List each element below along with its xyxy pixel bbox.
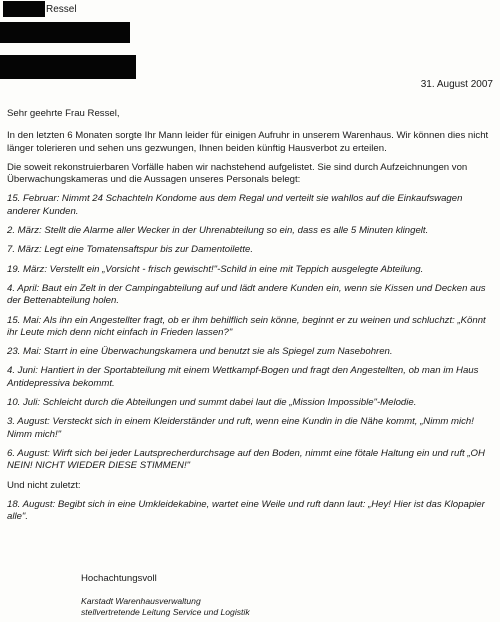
- incident-item: 23. Mai: Starrt in eine Überwachungskamera und benutzt sie als Spiegel zum Nasebohren.: [7, 346, 393, 358]
- company-department: stellvertretende Leitung Service und Logistik: [81, 607, 250, 617]
- incident-item: 18. August: Begibt sich in eine Umkleidekabine, wartet eine Weile und ruft dann laut: „Hey! Hier ist das Klopapier alle".: [7, 498, 485, 523]
- incident-item: 15. Mai: Als ihn ein Angestellter fragt, ob er ihm behilflich sein könne, beginnt er zu weinen und schluchzt: „Könnt ihr Leute mich denn nicht einfach in Frieden lassen?": [7, 314, 486, 338]
- incident-item: 4. Juni: Hantiert in der Sportabteilung mit einem Wettkampf-Bogen und fragt den Angestellten, ob man im Haus Antidepressiva bekommt.: [7, 365, 479, 389]
- redaction-bar: [3, 1, 45, 17]
- incident-item: 19. März: Verstellt ein „Vorsicht - frisch gewischt!"-Schild in eine mit Teppich ausgelegte Abteilung.: [7, 263, 424, 275]
- recipient-name: Ressel: [46, 4, 77, 15]
- closing-line: Hochachtungsvoll: [81, 573, 157, 584]
- intro-paragraph: In den letzten 6 Monaten sorgte Ihr Mann leider für einigen Aufruhr in unserem Warenhaus. Wir können dies nicht länger tolerieren und sehen uns gezwungen, Ihnen beiden künftig Hausverbot zu erteilen.: [7, 130, 489, 154]
- redaction-bar: [0, 22, 130, 43]
- salutation: Sehr geehrte Frau Ressel,: [7, 108, 120, 119]
- incident-item: 4. April: Baut ein Zelt in der Campingabteilung auf und lädt andere Kunden ein, wenn sie Kissen und Decken aus der Bettenabteilung holen.: [7, 282, 486, 307]
- final-intro: Und nicht zuletzt:: [7, 479, 81, 491]
- incident-item: 7. März: Legt eine Tomatensaftspur bis zur Damentoilette.: [7, 244, 254, 256]
- letter-date: 31. August 2007: [420, 79, 493, 90]
- redaction-bar: [0, 55, 136, 79]
- incident-item: 6. August: Wirft sich bei jeder Lautsprecherdurchsage auf den Boden, nimmt eine fötale Haltung ein und ruft „OH NEIN! NICHT WIEDER DIESE STIMMEN!": [7, 447, 485, 472]
- signature-block: [81, 596, 250, 618]
- incident-item: 10. Juli: Schleicht durch die Abteilungen und summt dabei laut die „Mission Impossible"-Melodie.: [7, 397, 417, 409]
- intro-paragraph: Die soweit rekonstruierbaren Vorfälle haben wir nachstehend aufgelistet. Sie sind durch Aufzeichnungen von Überwachungskameras und die Aussagen unseres Personals belegt:: [7, 161, 468, 186]
- incident-item: 15. Februar: Nimmt 24 Schachteln Kondome aus dem Regal und verteilt sie wahllos auf die Einkaufswagen anderer Kunden.: [7, 193, 463, 217]
- letter-body: [7, 108, 494, 530]
- company-name: Karstadt Warenhausverwaltung: [81, 596, 201, 606]
- incident-item: 2. März: Stellt die Alarme aller Wecker in der Uhrenabteilung so ein, dass es alle 5 Minuten klingelt.: [7, 225, 429, 237]
- incident-item: 3. August: Versteckt sich in einem Kleiderständer und ruft, wenn eine Kundin in die Nähe kommt, „Nimm mich! Nimm mich!": [7, 416, 474, 440]
